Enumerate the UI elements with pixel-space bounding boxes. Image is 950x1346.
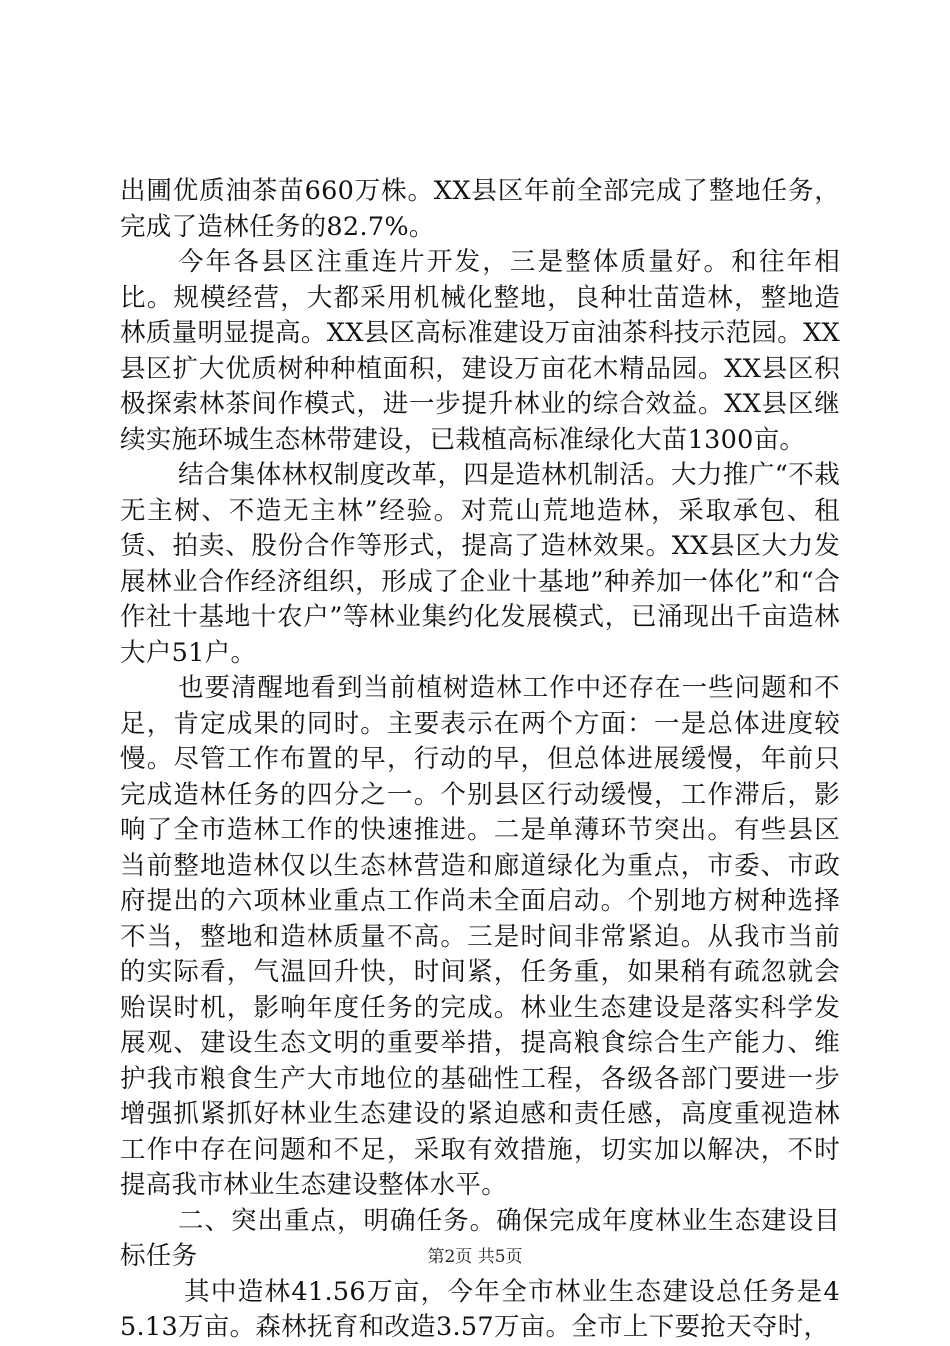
section-heading: 二、突出重点，明确任务。确保完成年度林业生态建设目标任务 bbox=[120, 1205, 840, 1271]
paragraph-3: 结合集体林权制度改革，四是造林机制活。大力推广“不栽无主树、不造无主林”经验。对荒山荒地造林，采取承包、租赁、拍卖、股份合作等形式，提高了造林效果。XX县区大力发展林业合作经济组织，形成了企业十基地”种养加一体化”和“合作社十基地十农户”等林业集约化发展模式，已涌现出千亩造林大户51户。 bbox=[120, 460, 840, 668]
document-body bbox=[120, 174, 840, 1346]
page-number: 第2页 共5页 bbox=[427, 1247, 523, 1267]
paragraph-4: 也要清醒地看到当前植树造林工作中还存在一些问题和不足，肯定成果的同时。主要表示在两个方面：一是总体进度较慢。尽管工作布置的早，行动的早，但总体进展缓慢，年前只完成造林任务的四分之一。个别县区行动缓慢，工作滞后，影响了全市造林工作的快速推进。二是单薄环节突出。有些县区当前整地造林仅以生态林营造和廊道绿化为重点，市委、市政府提出的六项林业重点工作尚未全面启动。个别地方树种选择不当，整地和造林质量不高。三是时间非常紧迫。从我市当前的实际看，气温回升快，时间紧，任务重，如果稍有疏忽就会贻误时机，影响年度任务的完成。林业生态建设是落实科学发展观、建设生态文明的重要举措，提高粮食综合生产能力、维护我市粮食生产大市地位的基础性工程，各级各部门要进一步增强抓紧抓好林业生态建设的紧迫感和责任感，高度重视造林工作中存在问题和不足，采取有效措施，切实加以解决，不时提高我市林业生态建设整体水平。 bbox=[120, 673, 840, 1200]
paragraph-1: 出圃优质油茶苗660万株。XX县区年前全部完成了整地任务，完成了造林任务的82.7%。 bbox=[120, 176, 840, 242]
paragraph-2: 今年各县区注重连片开发，三是整体质量好。和往年相比。规模经营，大都采用机械化整地，良种壮苗造林，整地造林质量明显提高。XX县区高标准建设万亩油茶科技示范园。XX县区扩大优质树种种植面积，建设万亩花木精品园。XX县区积极探索林茶间作模式，进一步提升林业的综合效益。XX县区继续实施环城生态林带建设，已栽植高标准绿化大苗1300亩。 bbox=[120, 247, 840, 455]
paragraph-6: 其中造林41.56万亩，今年全市林业生态建设总任务是45.13万亩。森林抚育和改造3.57万亩。全市上下要抢天夺时， bbox=[120, 1276, 840, 1342]
